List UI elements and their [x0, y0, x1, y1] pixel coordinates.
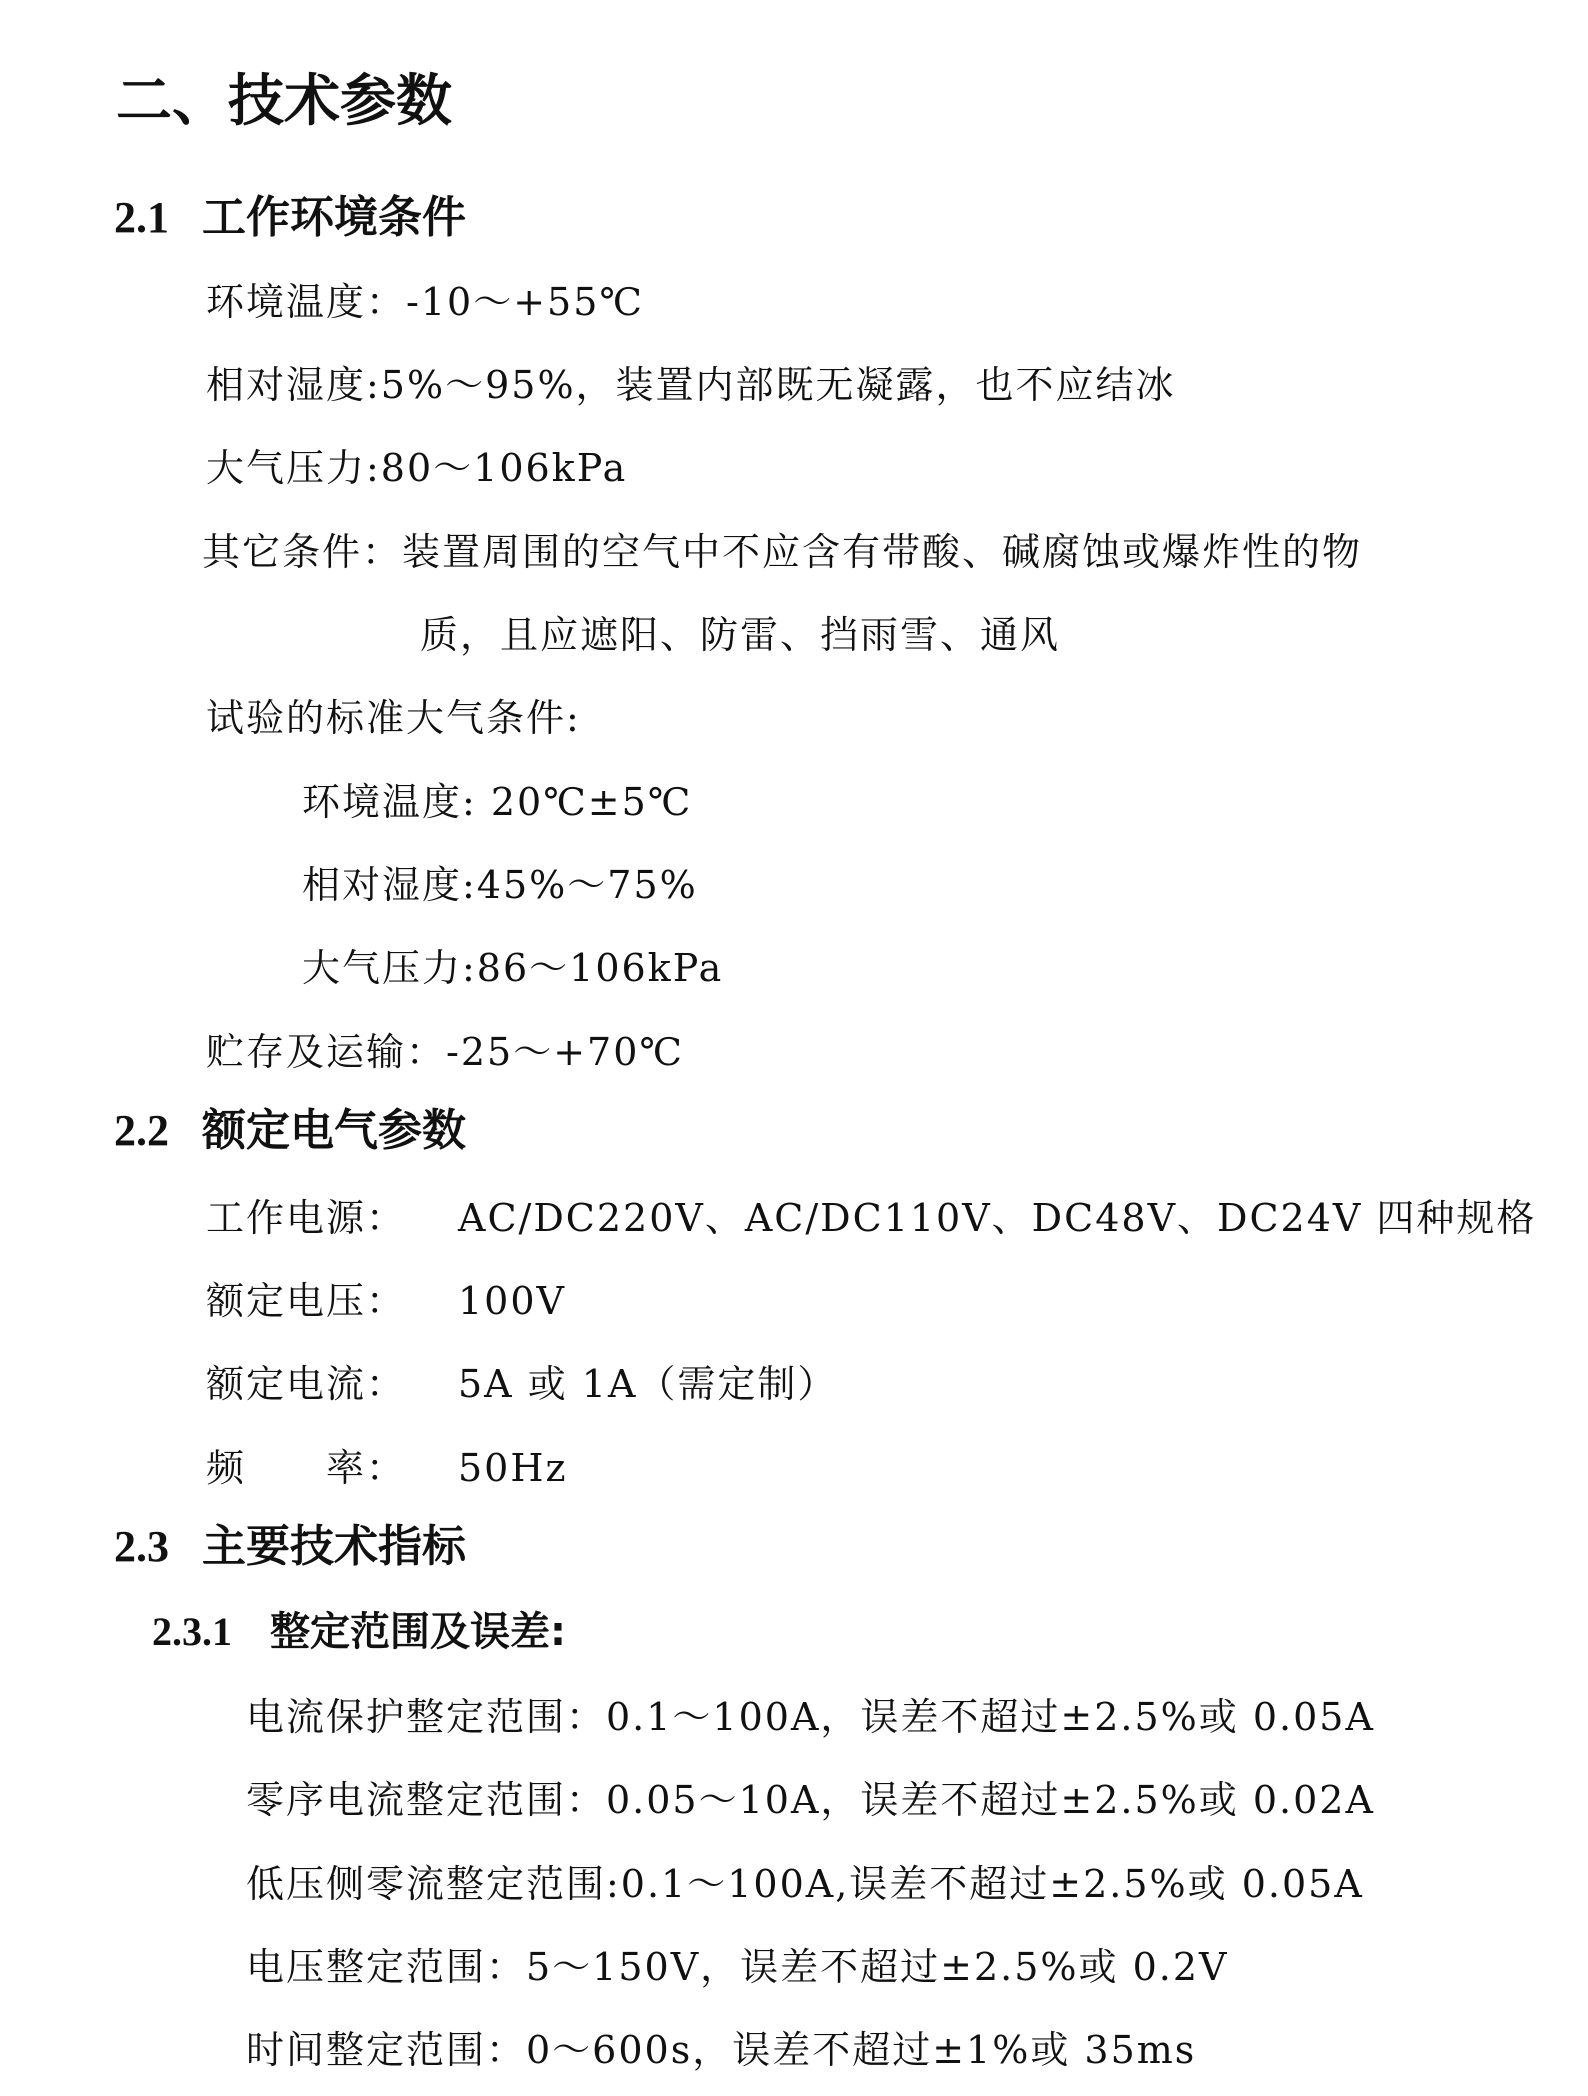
- env-other-conditions-continuation: 质，且应遮阳、防雷、挡雨雪、通风: [420, 613, 1061, 657]
- heading-2-2-title: 额定电气参数: [202, 1105, 466, 1156]
- env-humidity-line: 相对湿度:5%～95%，装置内部既无凝露，也不应结冰: [206, 363, 1176, 407]
- rated-row-label: 额定电压：: [206, 1279, 407, 1323]
- current-protection-range: 电流保护整定范围：0.1～100A，误差不超过±2.5%或 0.05A: [246, 1695, 1375, 1739]
- rated-row-current: [206, 1362, 838, 1406]
- heading-2-3-title: 主要技术指标: [202, 1521, 466, 1572]
- storage-transport-line: 贮存及运输：-25～+70℃: [206, 1030, 684, 1074]
- rated-row-value: AC/DC220V、AC/DC110V、DC48V、DC24V 四种规格: [458, 1196, 1537, 1240]
- test-temperature-line: 环境温度: 20℃±5℃: [302, 780, 693, 824]
- heading-2-3-1: [152, 1609, 566, 1655]
- test-pressure-line: 大气压力:86～106kPa: [302, 946, 724, 990]
- env-other-conditions-line: 其它条件：装置周围的空气中不应含有带酸、碱腐蚀或爆炸性的物: [202, 530, 1363, 574]
- heading-2-3-1-title: 整定范围及误差:: [270, 1609, 566, 1655]
- rated-row-label: 频 率：: [206, 1446, 407, 1490]
- section-title: 二、技术参数: [116, 69, 452, 134]
- rated-row-value: 100V: [458, 1279, 566, 1323]
- heading-2-3-number: 2.3: [114, 1522, 169, 1571]
- low-side-zero-current-range: 低压侧零流整定范围:0.1～100A,误差不超过±2.5%或 0.05A: [246, 1862, 1364, 1906]
- rated-row-label: 工作电源：: [206, 1196, 407, 1240]
- env-temperature-line: 环境温度：-10～+55℃: [206, 280, 644, 324]
- rated-row-frequency: [206, 1446, 568, 1490]
- heading-2-1-title: 工作环境条件: [202, 192, 466, 243]
- zero-sequence-current-range: 零序电流整定范围：0.05～10A，误差不超过±2.5%或 0.02A: [246, 1778, 1375, 1822]
- test-conditions-heading: 试验的标准大气条件:: [206, 696, 581, 740]
- heading-2-1-number: 2.1: [114, 193, 169, 242]
- heading-2-2-number: 2.2: [114, 1106, 169, 1155]
- heading-2-3-1-number: 2.3.1: [152, 1609, 232, 1654]
- heading-2-3: [114, 1521, 466, 1572]
- rated-row-label: 额定电流：: [206, 1362, 407, 1406]
- heading-2-1: [114, 192, 466, 243]
- heading-2-2: [114, 1105, 466, 1156]
- rated-row-voltage: [206, 1279, 566, 1323]
- test-humidity-line: 相对湿度:45%～75%: [302, 863, 698, 907]
- rated-row-value: 50Hz: [458, 1446, 568, 1490]
- time-setting-range: 时间整定范围：0～600s，误差不超过±1%或 35ms: [246, 2028, 1197, 2072]
- env-pressure-line: 大气压力:80～106kPa: [206, 446, 628, 490]
- rated-row-power-supply: [206, 1196, 1537, 1240]
- rated-row-value: 5A 或 1A（需定制）: [458, 1362, 838, 1406]
- voltage-setting-range: 电压整定范围：5～150V，误差不超过±2.5%或 0.2V: [246, 1945, 1229, 1989]
